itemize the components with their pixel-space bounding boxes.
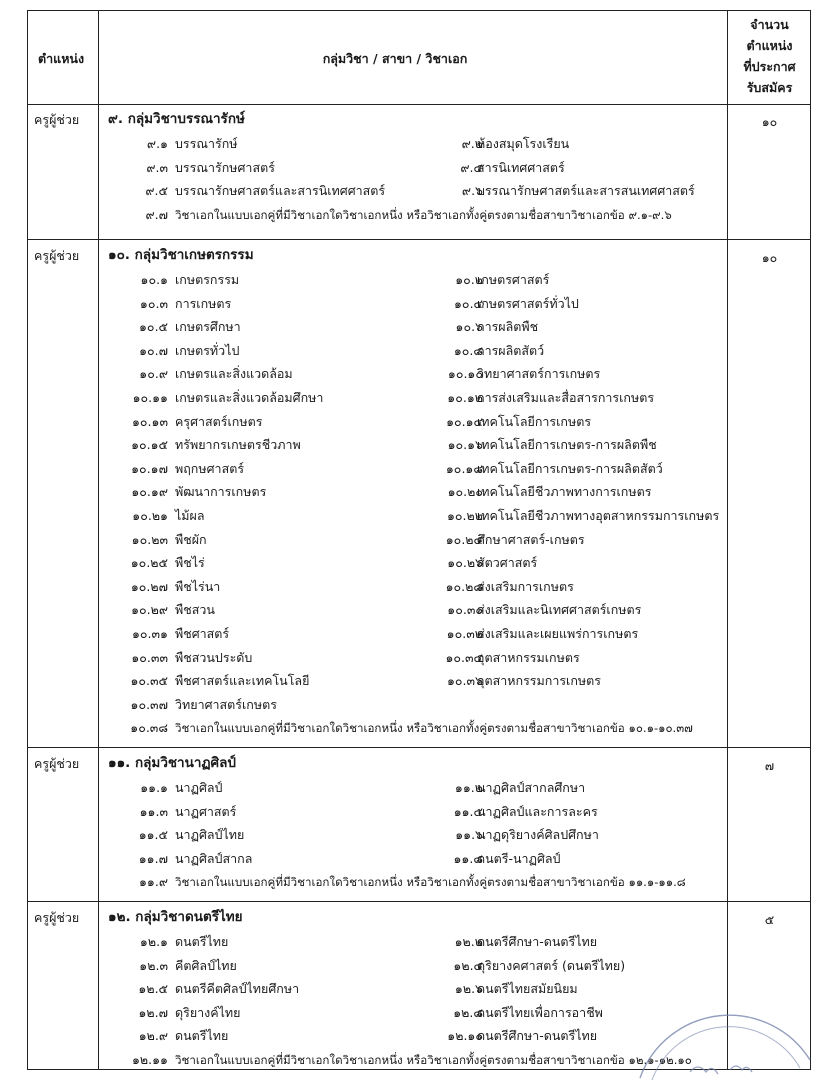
subject-code: ๑๑.๑	[140, 780, 168, 795]
subject-code: ๑๑.๓	[139, 803, 168, 819]
subject-code: ๑๐.๑๑	[132, 390, 168, 405]
subject-name: อุตสาหกรรมเกษตร	[477, 649, 580, 665]
subject-code: ๑๐.๒๗	[130, 578, 168, 594]
subject-name: วิชาเอกในแบบเอกคู่ที่มีวิชาเอกใดวิชาเอกหนึ่ง หรือวิชาเอกทั้งคู่ตรงตามชื่อสาขาวิชาเอกข้อ ๙.๑-๙.๖	[175, 207, 672, 222]
subject-code: ๑๐.๓๕	[130, 673, 168, 689]
subject-name: การผลิตสัตว์	[477, 342, 545, 358]
subject-code: ๑๑.๘	[453, 850, 483, 866]
subject-name: พัฒนาการเกษตร	[175, 484, 267, 500]
subject-name: เทคโนโลยีการเกษตร-การผลิตพืช	[477, 437, 657, 453]
subject-code: ๑๐.๑๓	[131, 413, 168, 429]
subject-code: ๑๐.๑๕	[131, 437, 168, 453]
subject-name: บรรณารักษ์	[175, 136, 238, 151]
subject-name: การส่งเสริมและสื่อสารการเกษตร	[477, 390, 655, 405]
subject-code: ๑๒.๕	[138, 981, 168, 997]
subject-code: ๑๐.๙	[139, 366, 168, 382]
subject-name: พืชศาสตร์และเทคโนโลยี	[175, 673, 310, 689]
section-count: ๑๐	[761, 114, 778, 129]
subject-name: พืชสวนประดับ	[175, 649, 253, 665]
subject-name: การเกษตร	[175, 295, 232, 311]
subject-code: ๑๑.๖	[455, 827, 483, 843]
subject-name: ไม้ผล	[175, 508, 205, 523]
subject-code: ๑๑.๗	[138, 850, 168, 866]
subject-code: ๑๑.๔	[453, 803, 483, 819]
subject-code: ๑๐.๒๓	[131, 531, 168, 547]
subject-code: ๑๐.๒๑	[132, 508, 168, 523]
subject-code: ๑๐.๓	[139, 295, 168, 311]
header-count-line-1: จำนวน	[750, 17, 789, 32]
subject-code: ๑๐.๑๐	[447, 366, 483, 382]
subject-name: บรรณารักษศาสตร์	[175, 159, 275, 175]
subject-code: ๑๐.๓๑	[131, 626, 168, 641]
subject-code: ๑๐.๑๖	[447, 437, 483, 453]
subject-name: ส่งเสริมและนิเทศศาสตร์เกษตร	[477, 602, 642, 618]
subject-code: ๑๐.๒๔	[445, 531, 483, 547]
header-count-line-2: ตำแหน่ง	[746, 38, 793, 53]
subject-name: เกษตรศาสตร์	[477, 272, 550, 287]
section-title: ๙. กลุ่มวิชาบรรณารักษ์	[108, 111, 245, 127]
subject-code: ๑๐.๒	[455, 272, 483, 287]
section-divider	[28, 239, 810, 240]
subject-name: พืชผัก	[175, 531, 207, 547]
subject-name: วิทยาศาสตร์เกษตร	[175, 696, 277, 712]
section-title: ๑๒. กลุ่มวิชาดนตรีไทย	[108, 909, 243, 925]
subject-code: ๑๐.๓๓	[131, 649, 168, 665]
subject-code: ๑๐.๑๔	[446, 413, 483, 429]
subject-name: ทรัพยากรเกษตรชีวภาพ	[175, 437, 301, 453]
subject-code: ๑๒.๓	[139, 957, 168, 973]
subject-code: ๑๒.๙	[138, 1028, 168, 1044]
subject-code: ๙.๖	[461, 183, 483, 199]
subject-code: ๑๐.๖	[455, 319, 483, 335]
subject-name: ดุริยางค์ไทย	[175, 1004, 241, 1020]
subject-code: ๑๒.๗	[138, 1004, 168, 1020]
section-divider	[28, 747, 810, 748]
section-position: ครูผู้ช่วย	[34, 248, 80, 263]
subject-code: ๑๐.๒๖	[447, 555, 483, 571]
subject-code: ๙.๓	[146, 159, 168, 175]
subject-name: ดนตรีศึกษา-ดนตรีไทย	[477, 934, 598, 949]
subject-name: ส่งเสริมการเกษตร	[477, 578, 574, 594]
subject-code: ๑๐.๓๖	[446, 673, 483, 689]
header-subject: กลุ่มวิชา / สาขา / วิชาเอก	[322, 51, 468, 66]
subject-code: ๑๒.๒	[454, 934, 483, 949]
subject-code: ๑๐.๒๒	[446, 508, 483, 523]
subject-name: ดนตรีไทยสมัยนิยม	[477, 981, 578, 997]
subject-name: นาฏศิลป์ไทย	[175, 827, 245, 843]
column-divider	[727, 11, 728, 1069]
subject-name: ดนตรีศึกษา-ดนตรีไทย	[477, 1028, 598, 1044]
header-count-line-3: ที่ประกาศ	[743, 59, 796, 74]
subject-name: พืชสวน	[175, 602, 215, 618]
subject-code: ๑๐.๓๐	[447, 602, 483, 618]
subject-name: พืชไร่	[175, 555, 205, 571]
section-position: ครูผู้ช่วย	[34, 756, 80, 771]
subject-code: ๙.๕	[145, 183, 168, 199]
subject-name: พืชศาสตร์	[175, 626, 230, 641]
section-position: ครูผู้ช่วย	[34, 112, 80, 127]
subject-name: บรรณารักษศาสตร์และสารนิเทศศาสตร์	[175, 183, 386, 199]
subject-name: บรรณารักษศาสตร์และสารสนเทศศาสตร์	[477, 183, 695, 199]
subject-name: พฤกษศาสตร์	[175, 460, 245, 476]
subject-name: เทคโนโลยีชีวภาพทางการเกษตร	[477, 484, 652, 500]
subject-code: ๑๐.๑๒	[447, 390, 483, 405]
subject-name: ดนตรี-นาฏศิลป์	[477, 850, 561, 866]
header-count-line-4: รับสมัคร	[746, 80, 793, 95]
subject-table	[27, 10, 811, 1070]
subject-code: ๑๐.๒๙	[131, 602, 168, 618]
subject-code: ๑๐.๓๔	[445, 649, 483, 665]
subject-name: เทคโนโลยีการเกษตร	[477, 413, 592, 429]
subject-name: เกษตรและสิ่งแวดล้อมศึกษา	[175, 390, 324, 405]
subject-name: นาฏดุริยางค์ศิลปศึกษา	[477, 827, 599, 843]
subject-name: ส่งเสริมและเผยแพร่การเกษตร	[477, 626, 639, 641]
subject-code: ๑๐.๒๕	[130, 555, 168, 571]
section-divider	[28, 901, 810, 902]
subject-code: ๑๒.๑๐	[447, 1028, 483, 1044]
subject-name: ครุศาสตร์เกษตร	[175, 413, 263, 429]
subject-name: เกษตรกรรม	[175, 272, 240, 287]
subject-name: อุตสาหกรรมการเกษตร	[477, 673, 601, 689]
subject-name: นาฏศาสตร์	[175, 803, 237, 819]
subject-name: เกษตรศาสตร์ทั่วไป	[477, 295, 579, 311]
subject-name: วิทยาศาสตร์การเกษตร	[477, 366, 601, 382]
subject-name: นาฏศิลป์	[175, 780, 223, 795]
official-stamp	[630, 990, 820, 1080]
subject-code: ๑๐.๓๒	[446, 626, 483, 641]
subject-name: เกษตรทั่วไป	[175, 342, 240, 358]
subject-name: เทคโนโลยีการเกษตร-การผลิตสัตว์	[477, 460, 663, 476]
subject-code: ๑๐.๑๘	[445, 460, 483, 476]
subject-name: นาฏศิลป์สากล	[175, 850, 253, 866]
subject-code: ๑๐.๑	[140, 272, 168, 287]
subject-code: ๙.๑	[146, 136, 168, 151]
section-position: ครูผู้ช่วย	[34, 910, 80, 925]
section-title: ๑๐. กลุ่มวิชาเกษตรกรรม	[108, 247, 254, 263]
subject-code: ๑๐.๓๗	[130, 696, 168, 712]
subject-code: ๑๒.๖	[454, 981, 483, 997]
subject-name: ดนตรีไทยเพื่อการอาชีพ	[477, 1004, 603, 1020]
header-divider	[28, 104, 810, 105]
subject-code: ๑๐.๒๘	[445, 578, 483, 594]
subject-name: ดุริยางคศาสตร์ (ดนตรีไทย)	[477, 957, 626, 973]
subject-name: วิชาเอกในแบบเอกคู่ที่มีวิชาเอกใดวิชาเอกหนึ่ง หรือวิชาเอกทั้งคู่ตรงตามชื่อสาขาวิชาเอกข้อ ๑๒.๑-๑๒.๑๐	[175, 1053, 692, 1067]
subject-code: ๑๐.๑๙	[131, 484, 168, 500]
subject-code: ๑๐.๒๐	[447, 484, 483, 500]
subject-code: ๙.๔	[460, 159, 483, 175]
subject-name: นาฏศิลป์สากลศึกษา	[477, 780, 586, 795]
subject-code: ๙.๒	[461, 136, 483, 151]
section-count: ๕	[764, 912, 775, 927]
column-divider	[98, 11, 99, 1069]
subject-name: นาฏศิลป์และการละคร	[477, 803, 598, 819]
subject-code: ๑๑.๙	[139, 874, 168, 890]
subject-name: ดนตรีคีตศิลป์ไทยศึกษา	[175, 981, 300, 997]
section-count: ๑๐	[761, 250, 778, 265]
subject-name: คีตศิลป์ไทย	[175, 957, 237, 973]
subject-code: ๑๑.๕	[138, 827, 168, 843]
subject-code: ๑๒.๑	[139, 934, 168, 949]
subject-name: เกษตรและสิ่งแวดล้อม	[175, 366, 293, 382]
subject-code: ๑๒.๑๑	[131, 1052, 168, 1067]
subject-code: ๑๒.๔	[453, 957, 483, 973]
subject-code: ๑๐.๓๘	[130, 720, 168, 736]
subject-code: ๑๐.๔	[454, 295, 483, 311]
subject-name: ดนตรีไทย	[175, 934, 229, 949]
subject-name: สารนิเทศศาสตร์	[477, 159, 565, 175]
subject-name: เทคโนโลยีชีวภาพทางอุตสาหกรรมการเกษตร	[477, 508, 720, 523]
subject-code: ๑๐.๕	[139, 319, 168, 335]
section-title: ๑๑. กลุ่มวิชานาฏศิลป์	[108, 755, 236, 771]
subject-code: ๑๐.๗	[139, 342, 168, 358]
subject-name: วิชาเอกในแบบเอกคู่ที่มีวิชาเอกใดวิชาเอกหนึ่ง หรือวิชาเอกทั้งคู่ตรงตามชื่อสาขาวิชาเอกข้อ ๑๐.๑-๑๐.๓๗	[175, 721, 693, 736]
subject-name: การผลิตพืช	[477, 319, 539, 335]
header-position: ตำแหน่ง	[38, 51, 85, 66]
subject-name: เกษตรศึกษา	[175, 319, 241, 335]
subject-code: ๙.๗	[145, 206, 168, 222]
subject-name: ศึกษาศาสตร์-เกษตร	[477, 531, 585, 547]
section-count: ๗	[764, 758, 775, 773]
subject-name: วิชาเอกในแบบเอกคู่ที่มีวิชาเอกใดวิชาเอกหนึ่ง หรือวิชาเอกทั้งคู่ตรงตามชื่อสาขาวิชาเอกข้อ ๑๑.๑-๑๑.๘	[175, 875, 686, 890]
subject-name: สัตวศาสตร์	[477, 555, 538, 571]
subject-code: ๑๐.๘	[453, 342, 483, 358]
subject-name: พืชไร่นา	[175, 578, 221, 594]
subject-code: ๑๐.๑๗	[131, 460, 168, 476]
subject-code: ๑๒.๘	[453, 1004, 483, 1020]
subject-name: ดนตรีไทย	[175, 1028, 229, 1044]
subject-name: ห้องสมุดโรงเรียน	[477, 136, 570, 151]
subject-code: ๑๑.๒	[454, 780, 483, 795]
